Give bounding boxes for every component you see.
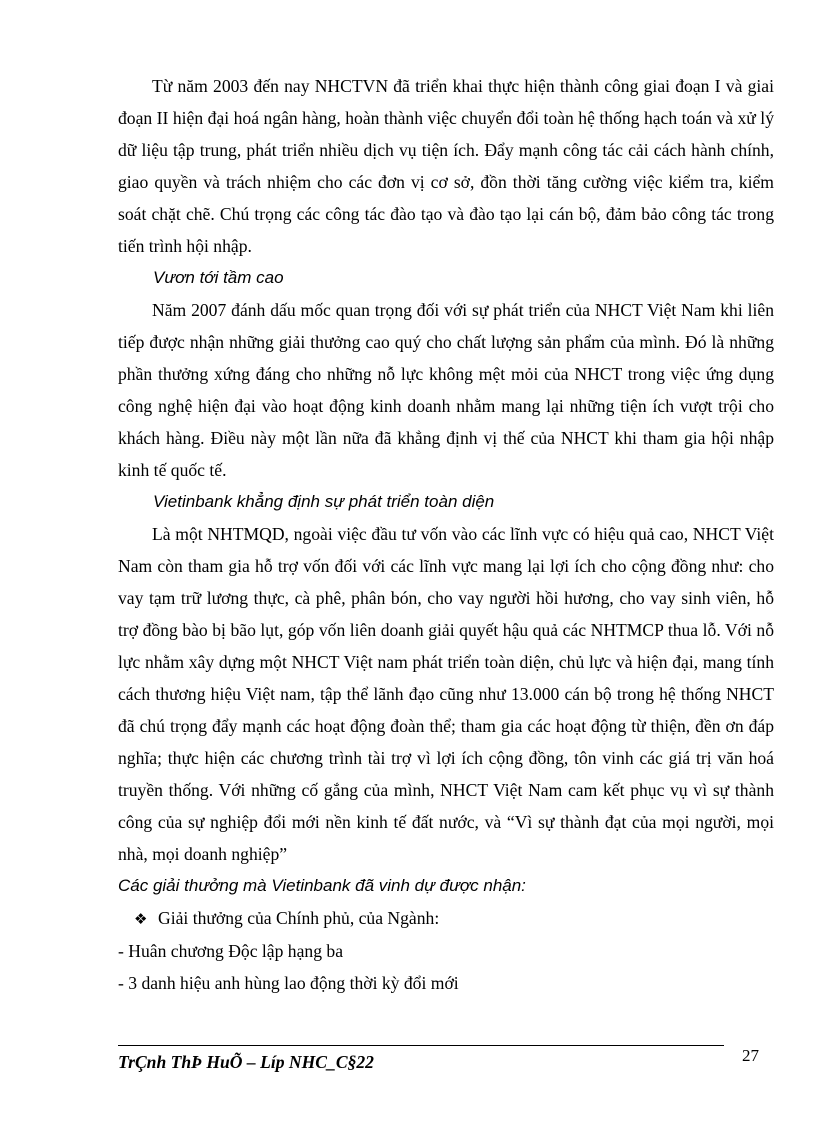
- section-heading-vuon-toi-tam-cao: Vươn tới tầm cao: [153, 268, 284, 287]
- list-item-independence-medal: - Huân chương Độc lập hạng ba: [118, 941, 344, 961]
- section-heading-vietinbank-development: Vietinbank khẳng định sự phát triển toàn diện: [153, 492, 495, 511]
- footer-divider: [118, 1045, 724, 1046]
- bullet-item-government-awards: [118, 902, 774, 935]
- section-heading-awards: Các giải thưởng mà Vietinbank đã vinh dự được nhận:: [118, 876, 526, 895]
- footer-author: TrÇnh ThÞ HuÕ – Líp NHC_C§22: [118, 1052, 374, 1072]
- paragraph-history: Từ năm 2003 đến nay NHCTVN đã triển khai thực hiện thành công giai đoạn I và giai đoạn II hiện đại hoá ngân hàng, hoàn thành việc chuyển đổi toàn hệ thống hạch toán và xử lý dữ liệu tập trung, phát triển nhiều dịch vụ tiện ích. Đẩy mạnh công tác cải cách hành chính, giao quyền và trách nhiệm cho các đơn vị cơ sở, đồn thời tăng cường việc kiểm tra, kiểm soát chặt chẽ. Chú trọng các công tác đào tạo và đào tạo lại cán bộ, đảm bảo công tác trong tiến trình hội nhập.: [118, 76, 774, 256]
- list-item-labor-hero-titles: - 3 danh hiệu anh hùng lao động thời kỳ đổi mới: [118, 973, 459, 993]
- document-body: [118, 70, 774, 999]
- paragraph-community: Là một NHTMQD, ngoài việc đầu tư vốn vào các lĩnh vực có hiệu quả cao, NHCT Việt Nam còn tham gia hỗ trợ vốn đối với các lĩnh vực mang lại lợi ích cho cộng đồng như: cho vay tạm trữ lương thực, cà phê, phân bón, cho vay người hồi hương, cho vay sinh viên, hỗ trợ đồng bào bị bão lụt, góp vốn liên doanh giải quyết hậu quả các NHTMCP thua lỗ. Với nỗ lực nhằm xây dựng một NHCT Việt nam phát triển toàn diện, chủ lực và hiện đại, mang tính cách thương hiệu Việt nam, tập thể lãnh đạo cũng như 13.000 cán bộ trong hệ thống NHCT đã chú trọng đẩy mạnh các hoạt động đoàn thể; tham gia các hoạt động từ thiện, đền ơn đáp nghĩa; thực hiện các chương trình tài trợ vì lợi ích cộng đồng, tôn vinh các giá trị văn hoá truyền thống. Với những cố gắng của mình, NHCT Việt Nam cam kết phục vụ vì sự thành công của sự nghiệp đổi mới nền kinh tế đất nước, và “Vì sự thành đạt của mọi người, mọi nhà, mọi doanh nghiệp”: [118, 524, 774, 864]
- bullet-item-label: Giải thưởng của Chính phủ, của Ngành:: [158, 908, 440, 928]
- page-number: 27: [742, 1046, 759, 1065]
- paragraph-awards-2007: Năm 2007 đánh dấu mốc quan trọng đối với sự phát triển của NHCT Việt Nam khi liên tiếp được nhận những giải thưởng cao quý cho chất lượng sản phẩm của mình. Đó là những phần thưởng xứng đáng cho những nỗ lực không mệt mỏi của NHCT trong việc ứng dụng công nghệ hiện đại vào hoạt động kinh doanh nhằm mang lại những tiện ích vượt trội cho khách hàng. Điều này một lần nữa đã khẳng định vị thế của NHCT khi tham gia hội nhập kinh tế quốc tế.: [118, 300, 774, 480]
- diamond-bullet-icon: ❖: [134, 910, 148, 928]
